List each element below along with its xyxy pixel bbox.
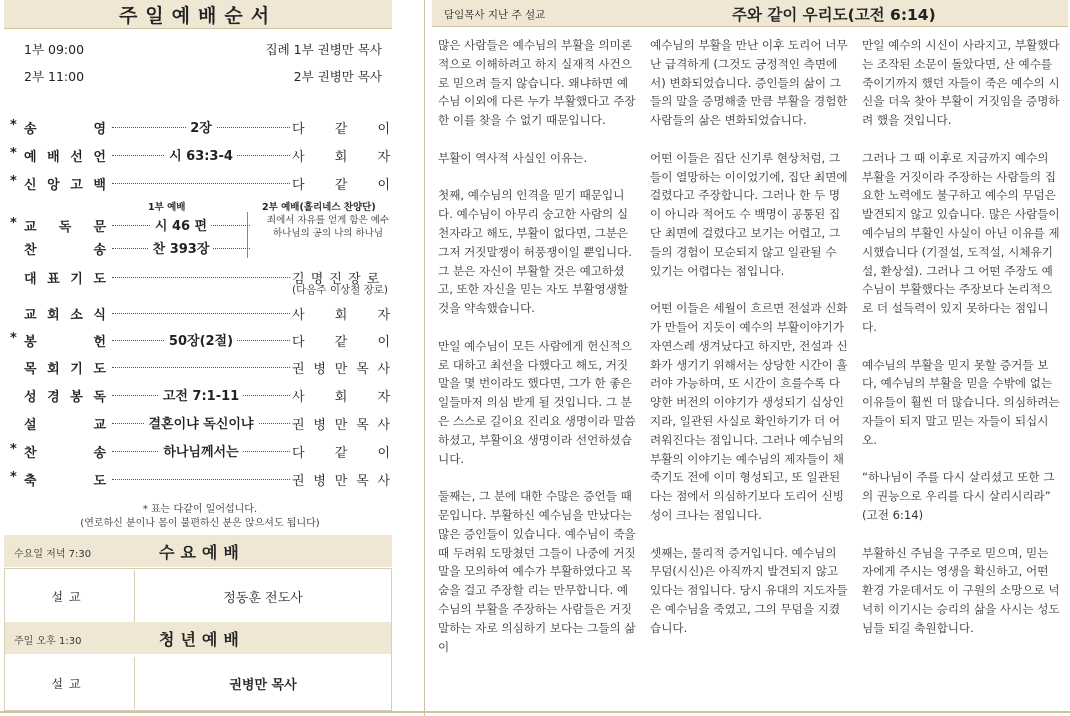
sermon-paragraph: 만일 예수님이 모든 사람에게 헌신적으로 대하고 최선을 다했다고 해도, 거짓말을 몇 번이라도 했다면, 그가 한 좋은 일들마저 의심 받게 될 것입니다. 그 분은 스스로 길이요 진리요 생명이라 말씀하셨고, 부활이요 생명이라 선언하셨습니다. [438,338,636,466]
sermon-paragraph: 부활하신 주님을 구주로 믿으며, 믿는 자에게 주시는 영생을 확신하고, 어떤 환경 가운데서도 이 구원의 소망으로 넉넉히 이기시는 승리의 삶을 사시는 성도님들 되길 축원합니다. [862,545,1060,635]
wednesday-time: 수요일 저녁 7:30 [14,549,92,560]
item-name: 송 영 [24,122,106,137]
item-name: 신 앙 고 백 [24,178,106,193]
standing-mark: * [10,146,17,161]
sermon-column-3 [862,36,1062,656]
item-responsible: 사 회 자 [292,308,390,323]
item-name: 교 회 소 식 [24,308,106,323]
item-name: 목 회 기 도 [24,362,106,377]
service-leader-1: 집례 1부 권병만 목사 [265,42,382,57]
item-name: 성 경 봉 독 [24,390,106,405]
split-header-1: 1부 예배 [148,202,186,213]
sermon-paragraph: 예수님의 부활을 믿지 못할 증거들 보다, 예수님의 부활을 믿을 수밖에 없는 이유들이 훨씬 더 많습니다. 의심하려는 자들이 되지 말고 믿는 자들이 되십시오. [862,357,1060,447]
sermon-subtitle: 담임목사 지난 주 설교 [444,9,546,21]
sermon-panel [432,0,1070,716]
item-content: 시 46 편 [151,219,211,234]
worship-order-panel [0,0,420,716]
sermon-paragraph: 어떤 이들은 집단 신기루 현상처럼, 그들이 열망하는 이이었기에, 집단 최면에 걸렸다고 주장합니다. 그러나 한 두 명이 아니라 적어도 수 백명이 공통된 집단 최면에 걸렸다고 보기는 어렵고, 그들의 경험이 모순되지 않고 일관될 수 있기는 어렵다는 점입니다. [650,150,848,278]
order-item [10,329,390,351]
item-content: 고전 7:1-11 [159,389,243,404]
order-item [10,440,390,462]
order-item [10,172,390,194]
split-text: 죄에서 자유를 얻게 함은 예수 하나님의 공의 나의 하나님 [266,215,390,239]
standing-mark: * [10,442,17,457]
item-content: 찬 393장 [149,242,214,257]
sermon-paragraph: 둘째는, 그 분에 대한 수많은 증언들 때문입니다. 부활하신 예수님을 만났다는 많은 증인들이 있습니다. 예수님이 죽을 때 두려워 도망쳤던 그들이 나중에 거짓말을 모의하여 예수가 부활하였다고 목숨을 걸고 주장할 리는 만무합니다. 예수님의 부활을 주장하는 사람들은 거짓말하는 자로 의심하기 보다는 그들의 삶이 [438,489,636,654]
sermon-title: 주와 같이 우리도(고전 6:14) [732,6,936,24]
item-responsible: 권 병 만 목 사 [292,418,390,433]
order-item [10,356,390,378]
item-content: 50장(2절) [165,334,237,349]
item-responsible-next: (다음주 이상철 장로) [292,284,389,296]
item-content: 2장 [186,121,216,136]
sermon-paragraph: 부활이 역사적 사실인 이유는. [438,150,588,165]
service-leader-2: 2부 권병만 목사 [293,69,382,84]
item-name: 설 교 [24,418,106,433]
sermon-paragraph: 첫째, 예수님의 인격을 믿기 때문입니다. 예수님이 아무리 숭고한 사람의 실천자라고 해도, 부활이 없다면, 그분은 그저 거짓말쟁이 허풍쟁이일 뿐입니다. 그 분은 자신이 부활할 것은 예고하셨고, 또한 자신을 믿는 자도 부활영생할 것을 약속했습니다. [438,188,632,316]
item-responsible: 다 같 이 [292,122,390,137]
panel-divider [424,0,425,716]
split-header-2: 2부 예배(홀리네스 찬양단) [262,202,376,213]
sermon-paragraph: 셋째는, 물리적 증거입니다. 예수님의 무덤(시신)은 아직까지 발견되지 않고 있다는 점입니다. 당시 유대의 지도자들은 예수님을 죽였고, 그의 무덤을 지켰습니다. [650,545,848,635]
order-item [10,412,390,434]
sermon-paragraph: 많은 사람들은 예수님의 부활을 의미론적으로 이해하려고 하지 실재적 사건으로 믿으려 들지 않습니다. 왜냐하면 예수님 이외에 다른 누가 부활했다고 주장한 이를 찾을 수 없기 때문입니다. [438,38,636,128]
item-content: 시 63:3-4 [165,149,237,164]
order-item [10,214,250,236]
wednesday-header [4,535,392,567]
item-responsible: 사 회 자 [292,150,390,165]
sermon-header [432,0,1068,27]
item-responsible: 다 같 이 [292,178,390,193]
sermon-paragraph: 어떤 이들은 세월이 흐르면 전설과 신화가 만들어 지듯이 예수의 부활이야기가 자연스레 생겨났다고 하지만, 전설과 신화가 생기기 위해서는 상당한 시간이 흘러야 가능하며, 또 시간이 흐를수록 다양한 버전의 이야기가 생성되기 십상인지라, 일관된 사실로 확인하기가 더 어려워진다는 점입니다. 그러나 예수님의 부활의 이야기는 예수님의 제자들이 채 죽기도 전에 이미 형성되고, 또 일관된다는 점에서 의심하기보다 도리어 신빙성이 크나는 점입니다. [650,301,848,522]
youth-row [4,657,392,709]
item-name: 대 표 기 도 [24,272,106,287]
youth-preacher: 권병만 목사 [229,677,297,693]
order-item [10,384,390,406]
item-name: 봉 헌 [24,335,106,350]
youth-header [4,622,392,654]
sermon-paragraph: 예수님의 부활을 만난 이후 도리어 너무난 급격하게 (그것도 긍정적인 측면에서) 변화되었습니다. 증인들의 삶이 그들의 말을 증명해줄 만큼 부활을 경험한 사람들의 삶은 변화되었습니다. [650,38,848,128]
item-content: 하나님께서는 [159,445,242,460]
wednesday-title: 수요예배 [159,543,245,562]
sermon-column-1 [438,36,638,675]
item-name: 교 독 문 [24,220,106,235]
wednesday-row [4,570,392,622]
service-time-2: 2부 11:00 [24,69,85,84]
standing-mark: * [10,470,17,485]
standing-mark: * [10,174,17,189]
standing-note: * 표는 다같이 일어섭니다. [142,504,258,515]
seated-note: (연로하신 분이나 몸이 불편하신 분은 앉으셔도 됩니다) [80,518,320,529]
sermon-paragraph: 만일 예수의 시신이 사라지고, 부활했다는 조작된 소문이 돌았다면, 산 예수를 죽이기까지 했던 자들이 죽은 예수의 시신을 더욱 찾아 부활이 거짓임을 증명하려 했을 것입니다. [862,38,1060,128]
item-responsible: 다 같 이 [292,446,390,461]
standing-mark: * [10,216,17,231]
item-content: 결혼이냐 독신이냐 [145,417,258,432]
order-item [10,116,390,138]
youth-time: 주일 오후 1:30 [14,636,82,647]
item-responsible: 권 병 만 목 사 [292,474,390,489]
bottom-rule [0,711,1070,713]
wednesday-label: 설교 [4,570,135,622]
order-item [10,144,390,166]
item-name: 찬 송 [24,446,106,461]
item-responsible: 권 병 만 목 사 [292,362,390,377]
item-name: 축 도 [24,474,106,489]
item-name: 찬 송 [24,243,106,258]
order-item [10,302,390,324]
item-responsible: 사 회 자 [292,390,390,405]
item-responsible: 김 명 진 장 로 [292,272,381,287]
order-title: 주일예배순서 [4,0,392,29]
sermon-paragraph: “하나님이 주를 다시 살리셨고 또한 그의 권능으로 우리를 다시 살리시리라” (고전 6:14) [862,470,1055,522]
youth-title: 청년예배 [159,630,245,649]
item-responsible: 다 같 이 [292,335,390,350]
service-time-1: 1부 09:00 [24,42,85,57]
sermon-column-2 [650,36,850,656]
wednesday-preacher: 정동훈 전도사 [223,590,303,606]
sermon-paragraph: 그러나 그 때 이후로 지금까지 예수의 부활을 거짓이라 주장하는 사람들의 집요한 노력에도 불구하고 예수의 무덤은 발견되지 않고 있습니다. 많은 사람들이 예수님의 부활인 사실이 아닌 이유를 제시했습니다 (기절설, 도적설, 시체유기설, 환상설). 그러나 그 어떤 주장도 예수님이 부활했다는 주장보다 논리적으로 더 설득력이 있지 못하다는 점입니다. [862,150,1060,334]
youth-label: 설교 [4,657,135,709]
item-name: 예 배 선 언 [24,150,106,165]
order-item [10,468,390,490]
standing-mark: * [10,118,17,133]
standing-mark: * [10,331,17,346]
order-item [10,237,250,259]
